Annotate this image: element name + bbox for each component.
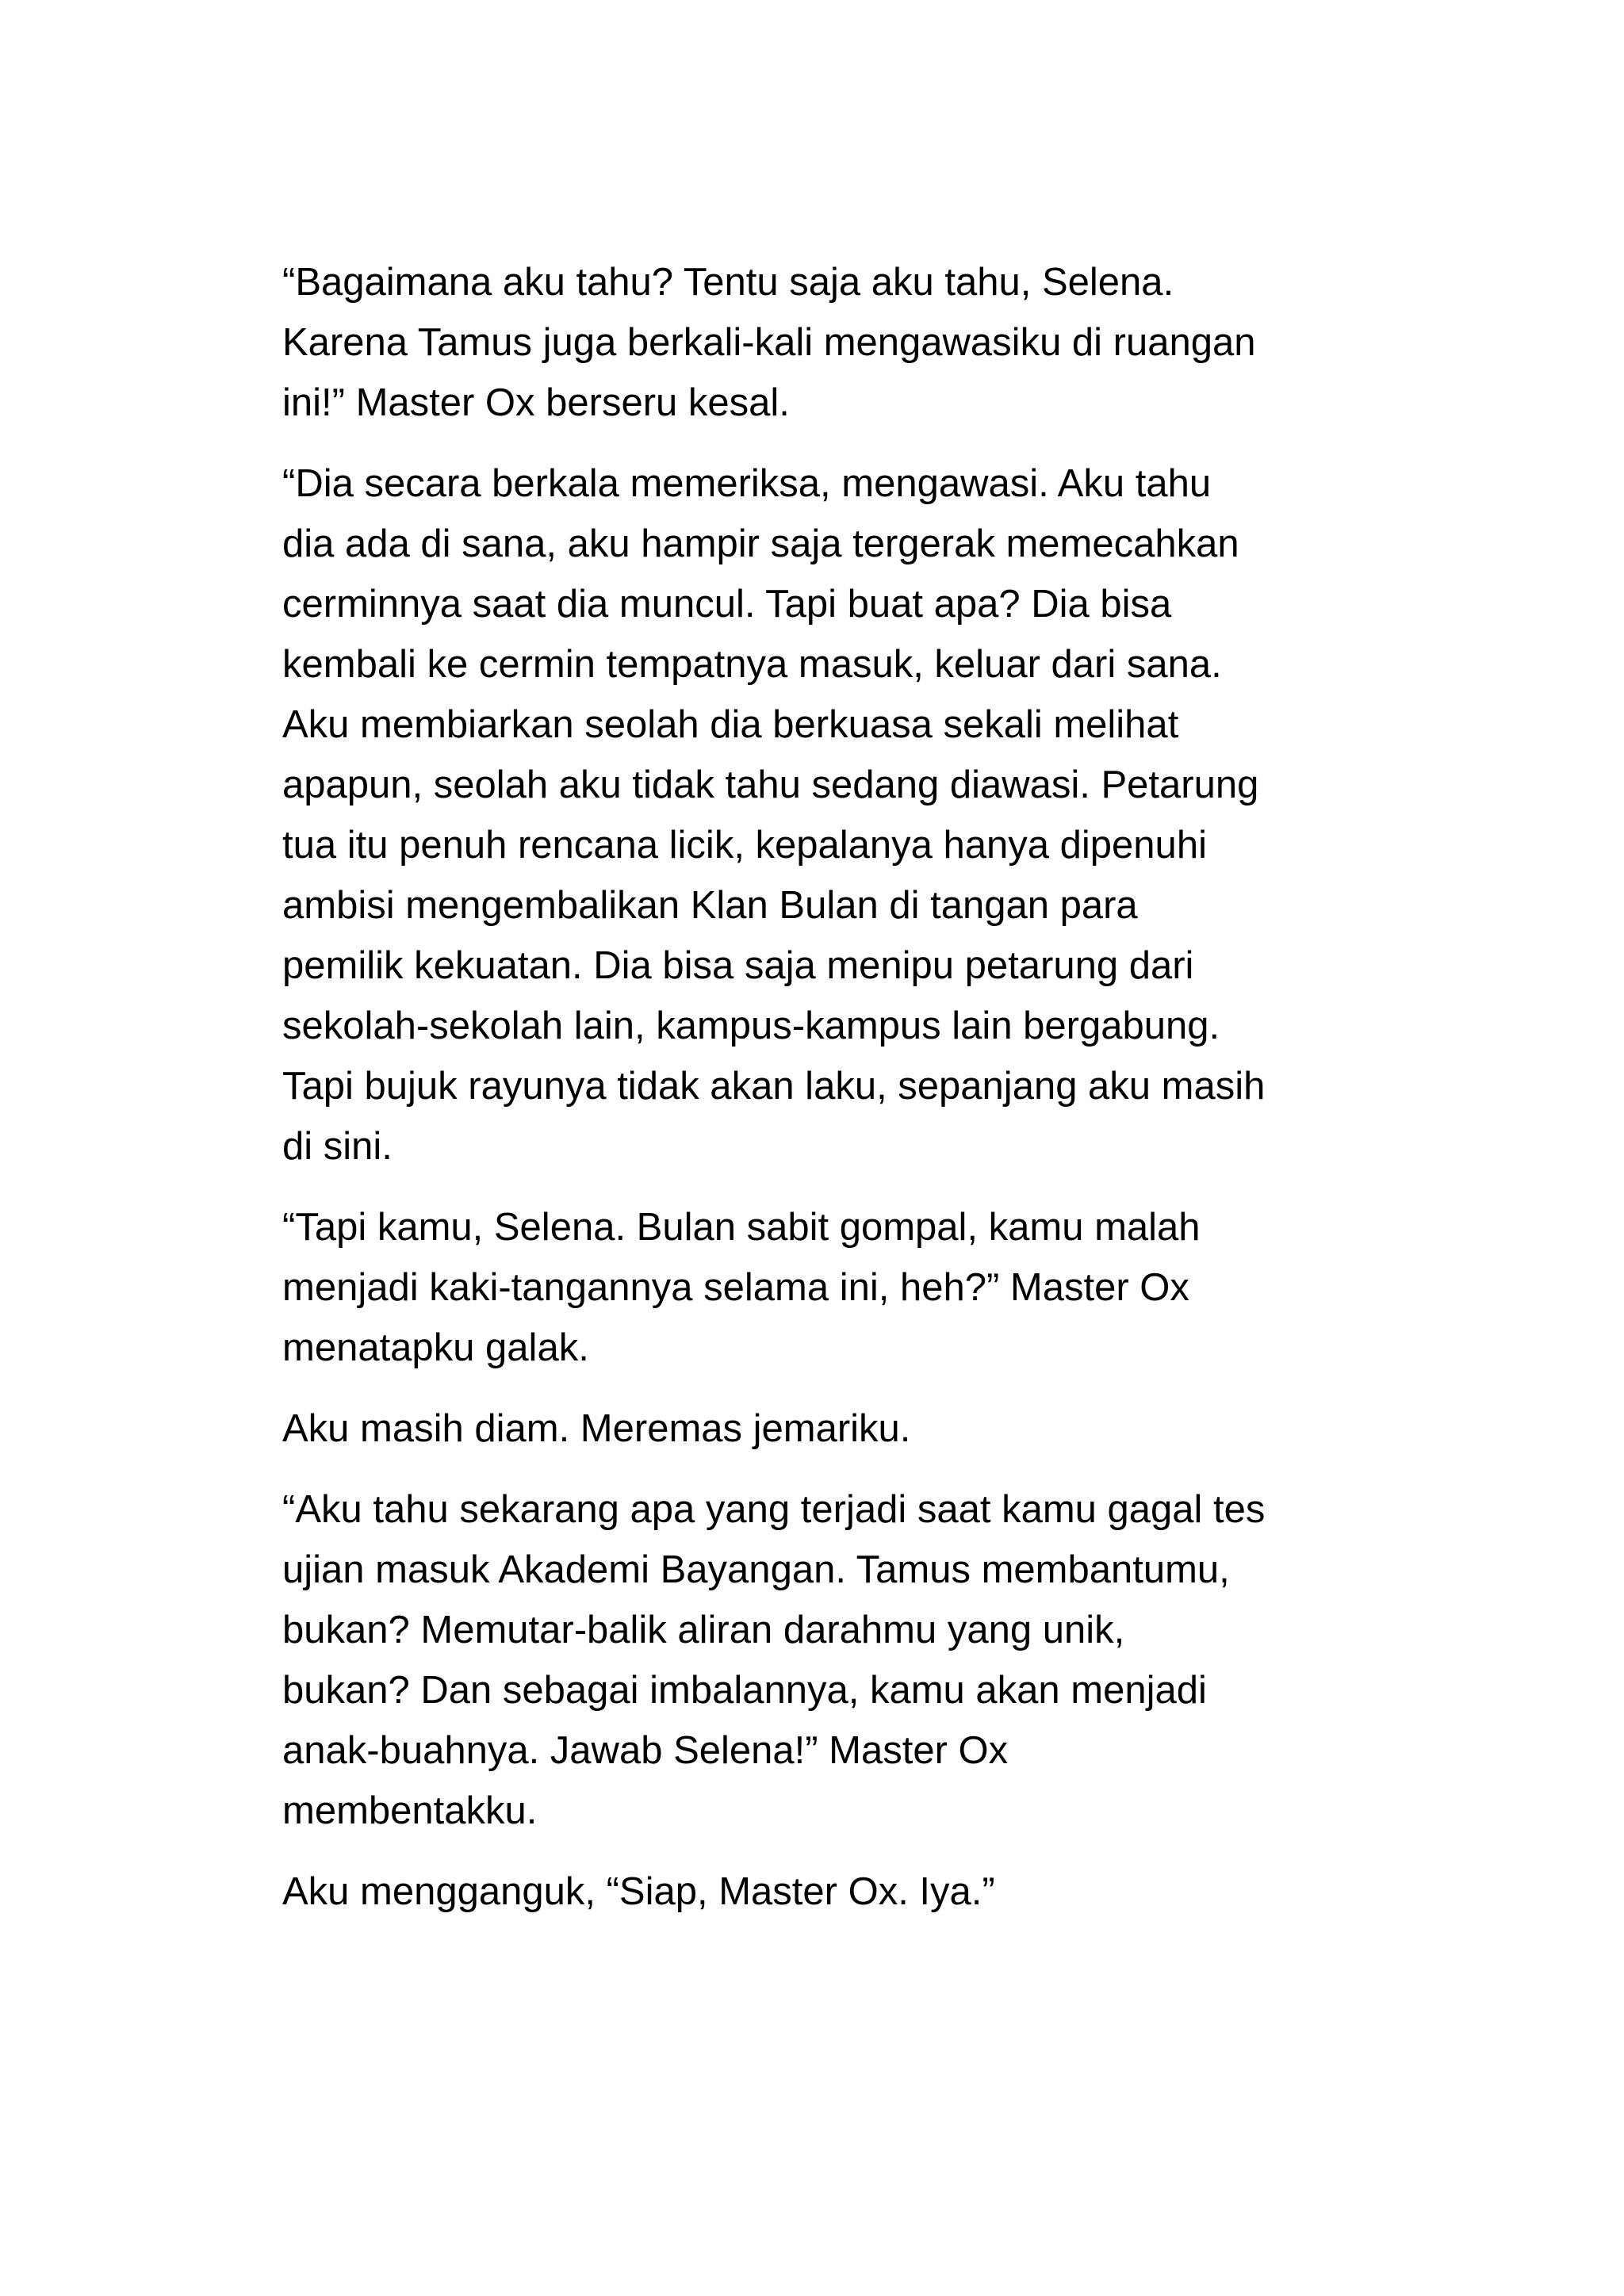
text-line: bukan? Memutar-balik aliran darahmu yang unik,	[282, 1609, 1125, 1651]
text-line: ini!” Master Ox berseru kesal.	[282, 381, 790, 424]
paragraph	[282, 1197, 1353, 1378]
text-line: apapun, seolah aku tidak tahu sedang diawasi. Petarung	[282, 763, 1259, 806]
paragraph	[282, 1862, 1353, 1922]
text-line: tua itu penuh rencana licik, kepalanya hanya dipenuhi	[282, 824, 1207, 867]
text-line: “Aku tahu sekarang apa yang terjadi saat kamu gagal tes	[282, 1488, 1266, 1531]
text-line: membentakku.	[282, 1789, 538, 1832]
text-line: ujian masuk Akademi Bayangan. Tamus membantumu,	[282, 1548, 1230, 1591]
text-line: “Dia secara berkala memeriksa, mengawasi. Aku tahu	[282, 462, 1212, 505]
paragraph	[282, 1479, 1353, 1841]
text-line: “Tapi kamu, Selena. Bulan sabit gompal, kamu malah	[282, 1206, 1201, 1249]
text-line: Aku mengganguk, “Siap, Master Ox. Iya.”	[282, 1870, 995, 1913]
text-line: Tapi bujuk rayunya tidak akan laku, sepanjang aku masih	[282, 1065, 1266, 1108]
document-body	[282, 252, 1353, 1942]
text-line: kembali ke cermin tempatnya masuk, keluar dari sana.	[282, 643, 1222, 686]
text-line: “Bagaimana aku tahu? Tentu saja aku tahu, Selena.	[282, 261, 1174, 304]
text-line: cerminnya saat dia muncul. Tapi buat apa? Dia bisa	[282, 583, 1172, 626]
text-line: dia ada di sana, aku hampir saja tergerak memecahkan	[282, 522, 1239, 565]
paragraph	[282, 453, 1353, 1177]
text-line: di sini.	[282, 1125, 393, 1168]
text-line: Aku masih diam. Meremas jemariku.	[282, 1407, 911, 1450]
text-line: sekolah-sekolah lain, kampus-kampus lain bergabung.	[282, 1004, 1220, 1047]
text-line: menjadi kaki-tangannya selama ini, heh?” Master Ox	[282, 1266, 1189, 1309]
text-line: pemilik kekuatan. Dia bisa saja menipu petarung dari	[282, 944, 1194, 987]
text-line: Aku membiarkan seolah dia berkuasa sekali melihat	[282, 703, 1179, 746]
text-line: menatapku galak.	[282, 1326, 589, 1369]
text-line: Karena Tamus juga berkali-kali mengawasiku di ruangan	[282, 321, 1256, 364]
text-line: anak-buahnya. Jawab Selena!” Master Ox	[282, 1729, 1009, 1772]
text-line: ambisi mengembalikan Klan Bulan di tangan para	[282, 884, 1138, 927]
paragraph	[282, 252, 1353, 433]
text-line: bukan? Dan sebagai imbalannya, kamu akan menjadi	[282, 1669, 1207, 1712]
paragraph	[282, 1399, 1353, 1459]
